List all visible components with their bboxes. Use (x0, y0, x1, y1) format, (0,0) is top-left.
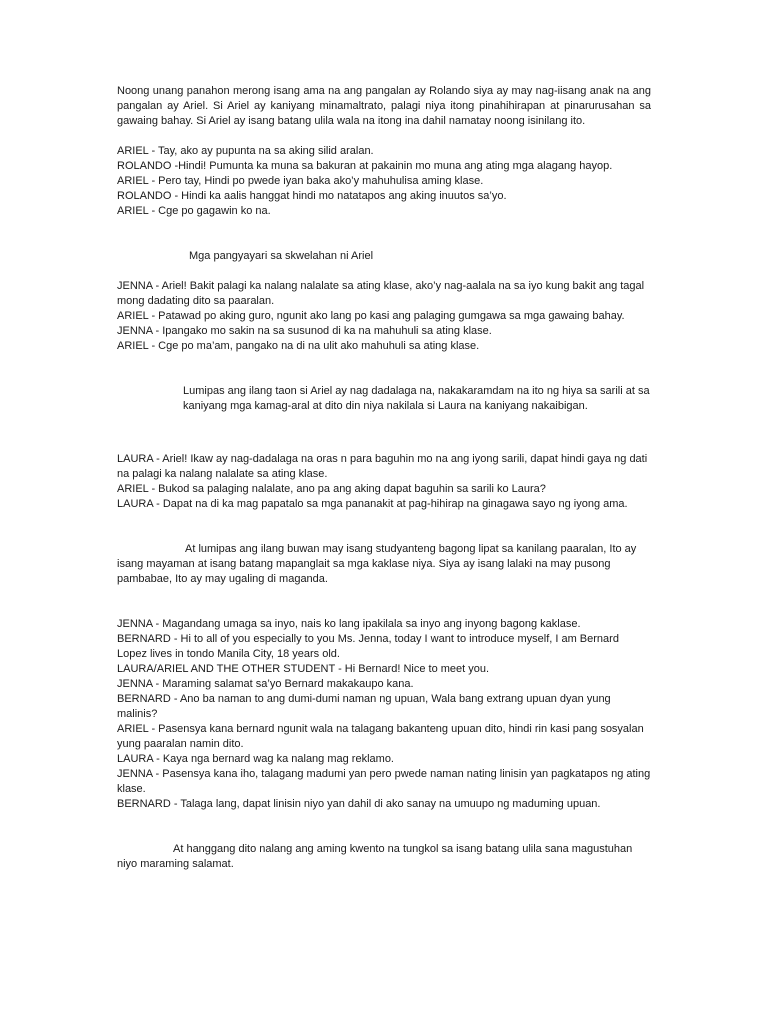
dialogue-line: BERNARD - Talaga lang, dapat linisin niyo yan dahil di ako sanay na umuupo ng maduming upuan. (117, 798, 601, 810)
dialogue-line: LAURA - Dapat na di ka mag papatalo sa mga pananakit at pag-hihirap na ginagawa sayo ng iyong ama. (117, 498, 628, 510)
dialogue-line: ARIEL - Patawad po aking guro, ngunit ako lang po kasi ang palaging gumgawa sa mga gawaing bahay. (117, 310, 625, 322)
narration-paragraph: At lumipas ang ilang buwan may isang studyanteng bagong lipat sa kanilang paaralan, Ito ay isang mayaman at isang batang mapanglait sa mga kaklase niya. Siya ay isang lalaki na may pusong pambabae, Ito ay may ugaling di maganda. (117, 543, 637, 585)
dialogue-line: ARIEL - Pasensya kana bernard ngunit wala na talagang bakanteng upuan dito, hindi rin kasi pang sosyalan yung paaralan namin dito. (117, 723, 644, 750)
dialogue-scene-4 (117, 617, 651, 812)
dialogue-scene-2 (117, 279, 651, 354)
dialogue-line: LAURA - Kaya nga bernard wag ka nalang mag reklamo. (117, 753, 394, 765)
dialogue-line: JENNA - Maraming salamat sa’yo Bernard makakaupo kana. (117, 678, 414, 690)
closing-paragraph: At hanggang dito nalang ang aming kwento na tungkol sa isang batang ulila sana magustuhan niyo maraming salamat. (117, 843, 633, 870)
dialogue-line: ROLANDO - Hindi ka aalis hanggat hindi mo natatapos ang aking inuutos sa’yo. (117, 190, 507, 202)
dialogue-line: ROLANDO -Hindi! Pumunta ka muna sa bakuran at pakainin mo muna ang ating mga alagang hayop. (117, 160, 613, 172)
dialogue-line: JENNA - Magandang umaga sa inyo, nais ko lang ipakilala sa inyo ang inyong bagong kaklase. (117, 618, 581, 630)
dialogue-line: ARIEL - Bukod sa palaging nalalate, ano pa ang aking dapat baguhin sa sarili ko Laura? (117, 483, 546, 495)
dialogue-line: ARIEL - Tay, ako ay pupunta na sa aking silid aralan. (117, 145, 374, 157)
intro-paragraph: Noong unang panahon merong isang ama na ang pangalan ay Rolando siya ay may nag-iisang anak na ang pangalan ay Ariel. Si Ariel ay kaniyang minamaltrato, palagi niya itong pinahihirapan at pinarurusahan sa gawaing bahay. Si Ariel ay isang batang ulila wala na itong ina dahil namatay noong isinilang ito. (117, 85, 651, 127)
dialogue-line: JENNA - Ariel! Bakit palagi ka nalang nalalate sa ating klase, ako’y nag-aalala na sa iyo kung bakit ang tagal mong dadating dito sa paaralan. (117, 280, 645, 307)
dialogue-line: JENNA - Ipangako mo sakin na sa susunod di ka na mahuhuli sa ating klase. (117, 325, 492, 337)
document-content (117, 84, 651, 872)
dialogue-line: LAURA/ARIEL AND THE OTHER STUDENT - Hi Bernard! Nice to meet you. (117, 663, 490, 675)
dialogue-line: ARIEL - Pero tay, Hindi po pwede iyan baka ako’y mahuhulisa aming klase. (117, 175, 484, 187)
dialogue-line: ARIEL - Cge po gagawin ko na. (117, 205, 271, 217)
dialogue-line: ARIEL - Cge po ma’am, pangako na di na ulit ako mahuhuli sa ating klase. (117, 340, 480, 352)
dialogue-scene-1 (117, 144, 651, 219)
section-heading: Mga pangyayari sa skwelahan ni Ariel (189, 250, 374, 262)
dialogue-line: LAURA - Ariel! Ikaw ay nag-dadalaga na oras n para baguhin mo na ang iyong sarili, dapat hindi gaya ng dati na palagi ka nalang nalalate sa ating klase. (117, 453, 648, 480)
dialogue-line: BERNARD - Ano ba naman to ang dumi-dumi naman ng upuan, Wala bang extrang upuan dyan yung malinis? (117, 693, 611, 720)
dialogue-line: JENNA - Pasensya kana iho, talagang madumi yan pero pwede naman nating linisin yan pagkatapos ng ating klase. (117, 768, 651, 795)
dialogue-line: BERNARD - Hi to all of you especially to you Ms. Jenna, today I want to introduce myself, I am Bernard Lopez lives in tondo Manila City, 18 years old. (117, 633, 619, 660)
dialogue-scene-3 (117, 452, 651, 512)
narration-paragraph: Lumipas ang ilang taon si Ariel ay nag dadalaga na, nakakaramdam na ito ng hiya sa sarili at sa kaniyang mga kamag-aral at dito din niya nakilala si Laura na kaniyang nakaibigan. (183, 385, 650, 412)
